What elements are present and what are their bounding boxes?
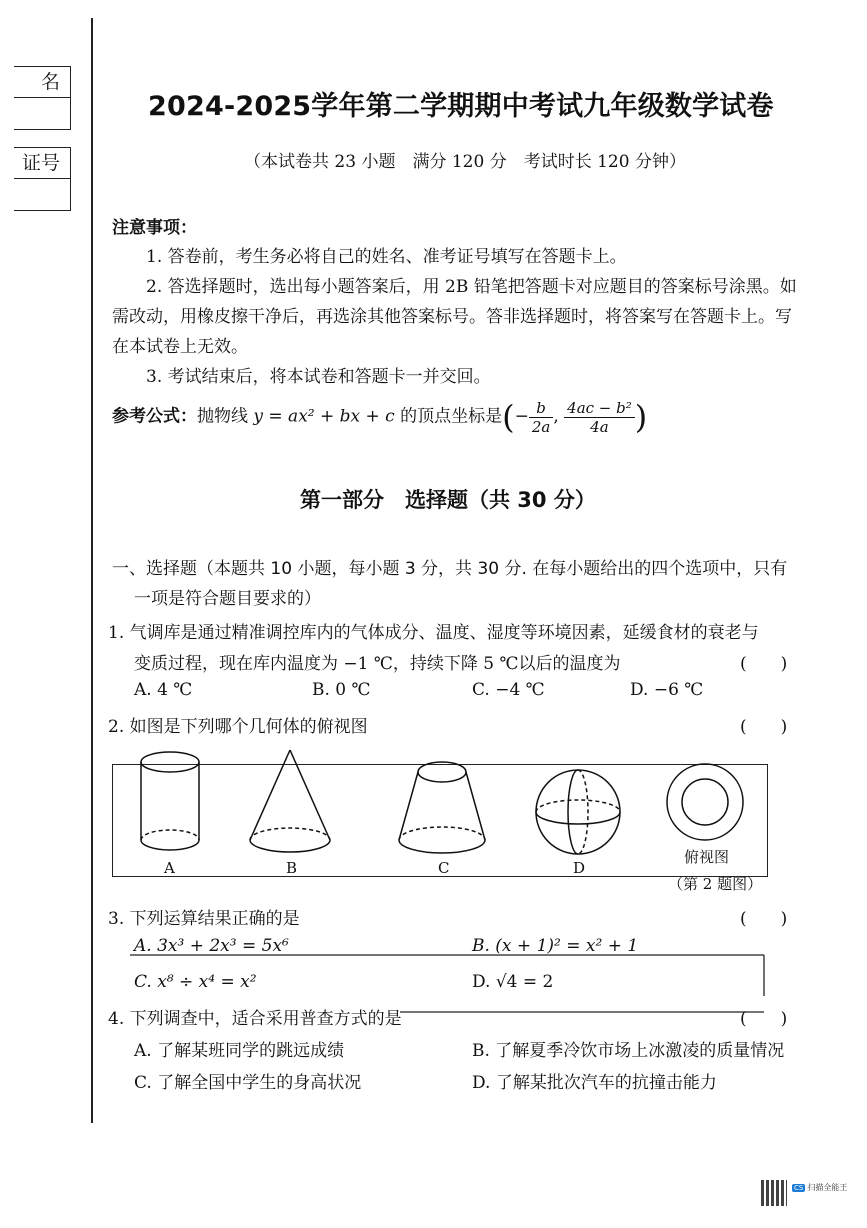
q4-answer-paren[interactable]: ( ) — [740, 1009, 788, 1029]
exam-title: 2024-2025学年第二学期期中考试九年级数学试卷 — [148, 91, 774, 122]
q1-option-a[interactable]: A. 4 ℃ — [134, 680, 193, 700]
q2-label-b: B — [286, 859, 298, 877]
cone-icon — [250, 750, 330, 852]
q2-answer-paren[interactable]: ( ) — [740, 717, 788, 737]
q4-option-a[interactable]: A. 了解某班同学的跳远成绩 — [134, 1041, 345, 1061]
name-blank[interactable] — [14, 98, 70, 129]
note-2: 2. 答选择题时，选出每小题答案后，用 2B 铅笔把答题卡对应题目的答案标号涂黑。如需改动，用橡皮擦干净后，再选涂其他答案标号。答非选择题时，将答案写在答题卡上。写在本试卷上无效。 — [112, 277, 797, 357]
notes-heading: 注意事项： — [112, 218, 197, 238]
note-3: 3. 考试结束后，将本试卷和答题卡一并交回。 — [146, 367, 491, 387]
id-box — [14, 147, 71, 211]
fraction-2: $\frac{\text{4ac − b²}}{4a}$ — [564, 399, 635, 436]
q3-option-a[interactable]: A. 3x³ + 2x³ = 5x⁶ — [134, 936, 289, 956]
formula-text: 抛物线 — [197, 406, 248, 427]
formula-line: 参考公式：抛物线 y = ax² + bx + c 的顶点坐标是(− $\frac{b}{2a}$ , $\frac{\text{4ac − b²}}{4a}$ ) — [112, 398, 648, 436]
q4-stem: 4. 下列调查中，适合采用普查方式的是 — [108, 1009, 402, 1029]
q1-option-b[interactable]: B. 0 ℃ — [312, 680, 371, 700]
q1-stem-1: 1. 气调库是通过精准调控库内的气体成分、温度、湿度等环境因素，延缓食材的衰老与 — [108, 623, 759, 643]
frustum-icon — [399, 762, 485, 853]
exam-subtitle: （本试卷共 23 小题 满分 120 分 考试时长 120 分钟） — [244, 152, 686, 172]
q1-answer-paren[interactable]: ( ) — [740, 654, 788, 674]
name-label: 名 — [14, 67, 70, 98]
q2-caption: （第 2 题图） — [668, 875, 763, 893]
cylinder-icon — [141, 752, 199, 850]
id-label: 证号 — [14, 148, 70, 179]
formula-equation: y = ax² + bx + c — [253, 406, 395, 427]
instructions-line-1: 一、选择题（本题共 10 小题，每小题 3 分，共 30 分. 在每小题给出的四个选项中，只有 — [112, 559, 788, 579]
top-view-ring-icon — [667, 764, 743, 840]
name-box — [14, 66, 71, 130]
q3-answer-paren[interactable]: ( ) — [740, 909, 788, 929]
q4-option-c[interactable]: C. 了解全国中学生的身高状况 — [134, 1073, 362, 1093]
q2-stem: 2. 如图是下列哪个几何体的俯视图 — [108, 717, 368, 737]
q2-label-c: C — [438, 859, 450, 877]
q2-label-top-view: 俯视图 — [684, 848, 730, 866]
q2-label-d: D — [573, 859, 586, 877]
binding-line — [91, 18, 93, 1123]
fraction-1: $\frac{b}{2a}$ — [529, 399, 554, 436]
q4-option-b[interactable]: B. 了解夏季冷饮市场上冰激凌的质量情况 — [472, 1041, 785, 1061]
q3-option-c[interactable]: C. x⁸ ÷ x⁴ = x² — [134, 972, 257, 992]
formula-label: 参考公式： — [112, 406, 197, 427]
q1-stem-2: 变质过程，现在库内温度为 −1 ℃，持续下降 5 ℃以后的温度为 — [134, 654, 621, 674]
q2-figure — [112, 744, 762, 884]
instructions-line-2: 一项是符合题目要求的） — [134, 589, 321, 609]
q2-label-a: A — [164, 859, 175, 877]
q1-option-d[interactable]: D. −6 ℃ — [630, 680, 704, 700]
q3-option-b[interactable]: B. (x + 1)² = x² + 1 — [472, 936, 639, 956]
q3-option-d[interactable]: D. √4 = 2 — [472, 972, 554, 992]
scanner-watermark: CS 扫描全能王 — [794, 1183, 848, 1192]
id-blank[interactable] — [14, 179, 70, 210]
q1-option-c[interactable]: C. −4 ℃ — [472, 680, 545, 700]
q4-option-d[interactable]: D. 了解某批次汽车的抗撞击能力 — [472, 1073, 717, 1093]
q3-stem: 3. 下列运算结果正确的是 — [108, 909, 300, 929]
section-title: 第一部分 选择题（共 30 分） — [300, 488, 596, 512]
note-1: 1. 答卷前，考生务必将自己的姓名、准考证号填写在答题卡上。 — [146, 247, 627, 267]
sphere-icon — [536, 770, 620, 854]
qr-code-icon — [761, 1180, 787, 1206]
formula-tail: 的顶点坐标是 — [400, 406, 503, 427]
